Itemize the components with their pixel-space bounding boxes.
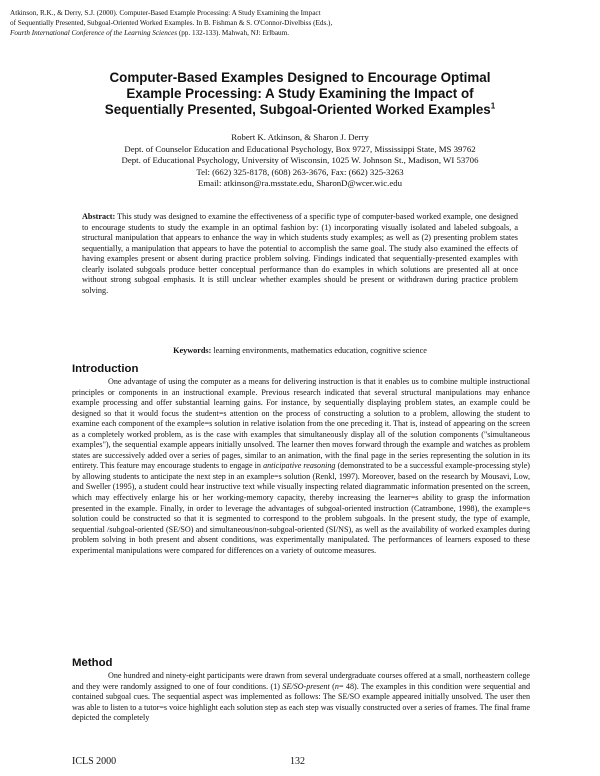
- method-text: = 48). The examples in this condition were sequential and contained subgoal cues. The sequential aspect was implemented as follows: The SE/SO example appeared initially unsolved. The user then was able to listen to a tutor=s voice highlight each solution step as each step was visually constructed over a series of frames. The final frame depicted the completely: [72, 681, 530, 723]
- citation-line: Atkinson, R.K., & Derry, S.J. (2000). Computer-Based Example Processing: A Study Examining the Impact: [10, 9, 321, 17]
- author-email: Email: atkinson@ra.msstate.edu, SharonD@wcer.wic.edu: [197, 178, 403, 189]
- abstract-label: Abstract:: [82, 212, 116, 221]
- introduction-paragraph: [72, 377, 530, 556]
- author-affiliation: Dept. of Counselor Education and Educational Psychology, Box 9727, Mississippi State, MS 39762: [124, 143, 476, 154]
- introduction-heading: Introduction: [72, 363, 139, 375]
- introduction-italic-term: anticipative reasoning: [263, 461, 336, 471]
- author-telephone: Tel: (662) 325-8178, (608) 263-3676, Fax: (662) 325-3263: [196, 166, 404, 177]
- keywords-text: learning environments, mathematics education, cognitive science: [211, 346, 427, 355]
- citation-proceedings-title: Fourth International Conference of the Learning Sciences: [10, 29, 178, 37]
- introduction-text: (demonstrated to be a successful example-processing style) by allowing students to anticipate the next step in an example=s solution (Renkl, 1997). Moreover, based on the research by Mousavi, Low, and Sweller (1995), a student could hear instructive text while visually inspecting related diagrammatic information presented on the screen, which may effectively enlarge his or her working-memory capacity, thereby increasing the learner=s ability to grasp the information presented in the example. Finally, in order to leverage the advantages of subgoal-oriented instruction (Catrambone, 1998), the example=s solution could be constructed so that it is segmented to correspond to the problem subgoals. In the present study, the type of example, sequential /subgoal-oriented (SE/SO) and simultaneous/non-subgoal-oriented (SI/NS), as well as the availability of worked examples during problem solving in both present and absent conditions, was experimentally manipulated. The performances of learners exposed to these experimental manipulations were compared for differences on a variety of outcome measures.: [72, 461, 530, 555]
- method-text: One hundred and ninety-eight participants were drawn from several undergraduate courses offered at a small, northeastern college and they were randomly assigned to one of four conditions. (1): [72, 671, 530, 691]
- abstract-text: This study was designed to examine the effectiveness of a specific type of computer-based worked example, one designed to encourage students to study the example in an optimal fashion by: (1) incorporating visually isolated and labeled subgoals, a structural manipulation that appears to enhance the way in which students study examples; as well as (2) presenting problem states sequentially, a manipulation that appears to have the potential to accomplish the same goal. The study also examined the effects of having examples present or absent during practice problem solving. Findings indicated that sequentially-presented examples with clearly isolated subgoals produce better conceptual performance than do examples in which solutions are presented all at once without strong subgoal emphasis. It is still unclear whether examples should be present or withdrawn during practice problem solving.: [82, 212, 518, 295]
- title-line: Example Processing: A Study Examining the Impact of: [126, 85, 474, 101]
- author-names: Robert K. Atkinson, & Sharon J. Derry: [231, 132, 369, 142]
- method-italic-condition: SE/SO-present: [282, 681, 330, 691]
- citation-line: of Sequentially Presented, Subgoal-Oriented Worked Examples. In B. Fishman & S. O'Connor-Divelbiss (Eds.),: [10, 19, 333, 27]
- method-heading: Method: [72, 657, 113, 669]
- title-line-text: Sequentially Presented, Subgoal-Oriented Worked Examples: [104, 101, 491, 117]
- title-line: [50, 102, 550, 118]
- keywords: [130, 345, 470, 356]
- method-paragraph: [72, 671, 530, 724]
- citation-header: [10, 8, 590, 38]
- paper-title: [50, 70, 550, 117]
- footer-page-number: 132: [290, 756, 305, 767]
- title-line: Computer-Based Examples Designed to Encourage Optimal: [109, 70, 491, 85]
- author-block: [30, 132, 570, 190]
- footer-conference: ICLS 2000: [72, 756, 117, 767]
- citation-pages: (pp. 132-133). Mahwah, NJ: Erlbaum.: [177, 29, 290, 37]
- introduction-text: One advantage of using the computer as a means for delivering instruction is that it enables us to combine multiple instructional principles or components in an instructional example. Previous research indicated that several structural manipulations may enhance example processing and offer substantial learning gains. For instance, by sequentially displaying problem states, an example could be designed so that it would focus the student=s attention on the process of constructing a solution to a problem, allowing the student to examine each component of the example=s solution in relative isolation from the one preceding it. That is, instead of appearing on the screen as a completely worked problem, as is the case with examples that simultaneously display all of the solution components ("simultaneous examples"), the sequential example appears initially unsolved. The learner then moves forward through the example and watches as problem states are successively added over a series of pages, similar to an animation, with the final page in the series representing the solution in its entirety. This feature may encourage students to engage in: [72, 377, 530, 471]
- method-text: (: [329, 681, 335, 691]
- citation-line: [10, 28, 590, 38]
- keywords-label: Keywords:: [173, 346, 212, 355]
- author-affiliation: Dept. of Educational Psychology, University of Wisconsin, 1025 W. Johnson St., Madison, WI 53706: [121, 155, 479, 166]
- method-italic-n: n: [334, 681, 339, 691]
- title-footnote-mark: 1: [490, 101, 496, 111]
- abstract: [82, 212, 518, 296]
